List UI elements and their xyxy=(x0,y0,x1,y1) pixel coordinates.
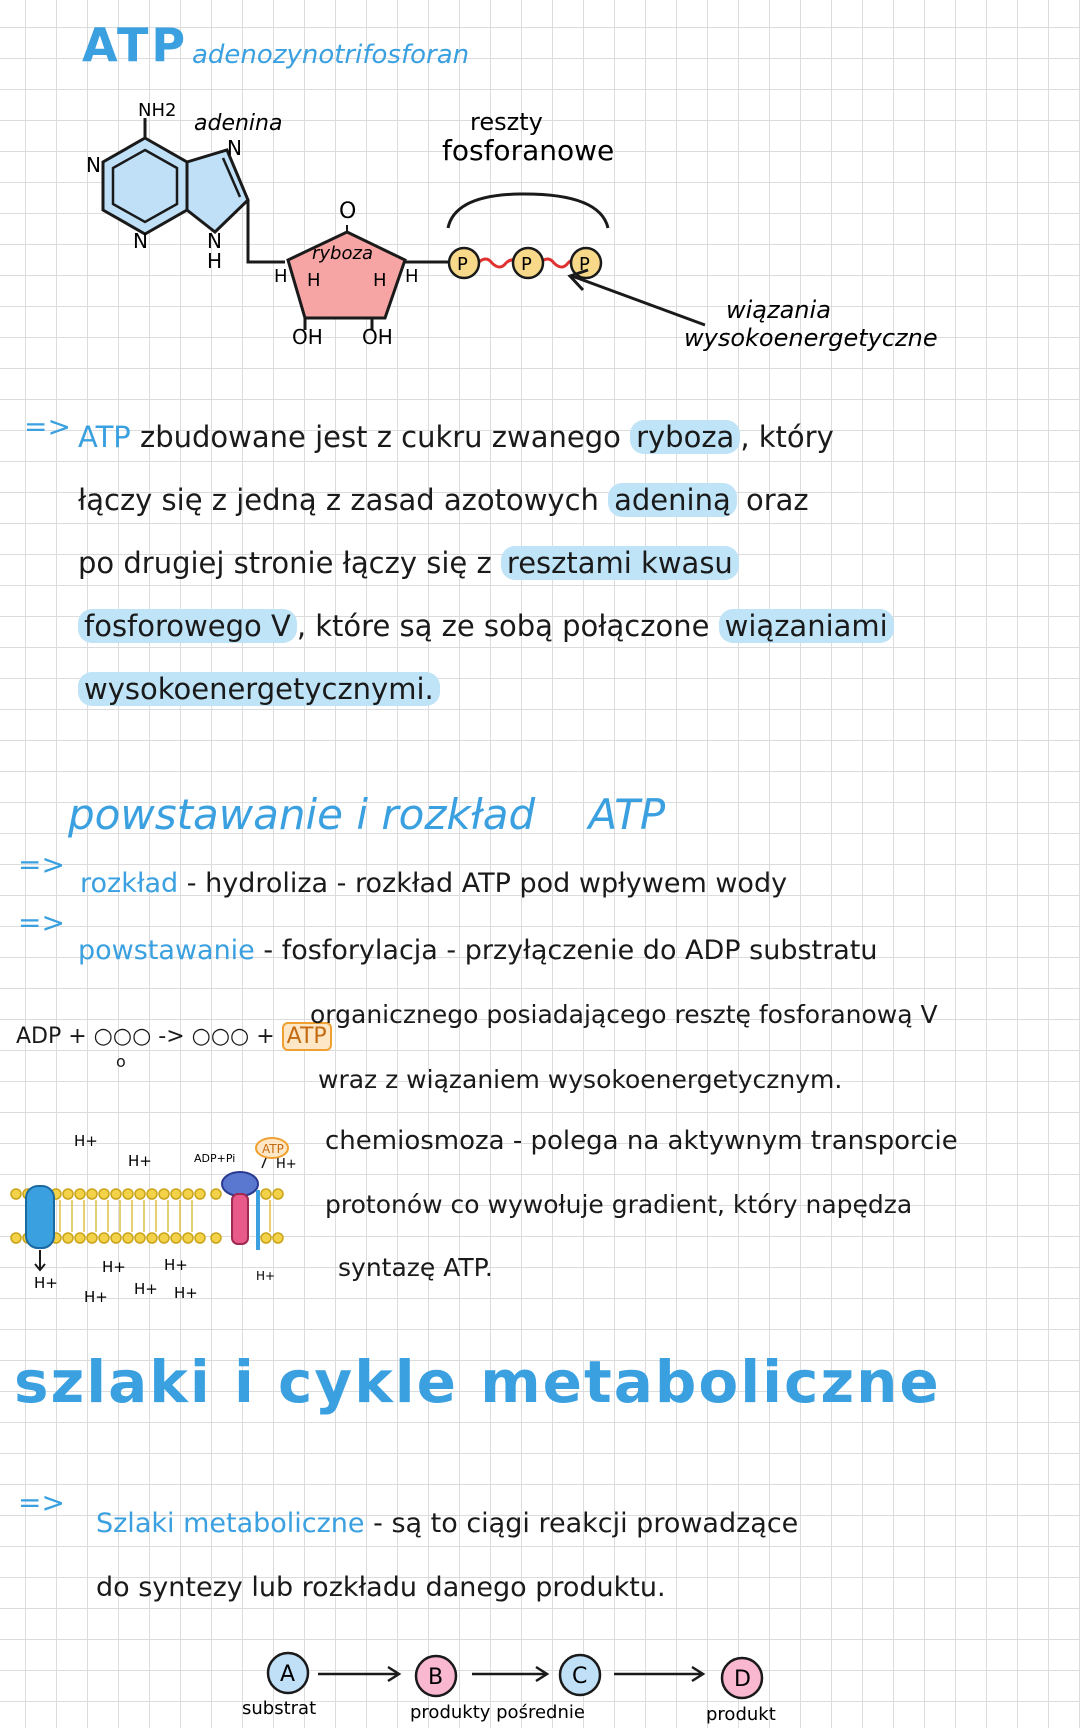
p1-l2-c: oraz xyxy=(745,483,809,517)
section3-title: szlaki i cykle metaboliczne xyxy=(14,1348,941,1416)
node-b-letter: B xyxy=(428,1665,444,1690)
oxygen-label: O xyxy=(339,199,357,224)
ribose-label: ryboza xyxy=(312,243,373,264)
n-left-label: N xyxy=(86,153,101,177)
atp-word: ATP xyxy=(78,420,131,454)
node-d-letter: D xyxy=(734,1667,751,1692)
section2-row2 xyxy=(78,935,877,966)
n-bottom2-label: N xyxy=(207,229,222,253)
h-plus-9: H+ xyxy=(174,1284,198,1302)
atp-bubble-label: ATP xyxy=(262,1142,284,1156)
equation-atp-badge: ATP xyxy=(282,1022,332,1051)
section2-row2-text: - fosforylacja - przyłączenie do ADP substratu xyxy=(263,935,878,966)
nh2-label: NH2 xyxy=(138,100,177,121)
high-energy-highlight: wysokoenergetycznymi. xyxy=(78,672,440,706)
h-inner-right-label: H xyxy=(373,270,387,291)
paragraph1-arrow: => xyxy=(24,410,71,443)
adenine-label: adenina xyxy=(194,111,283,136)
section2-row3: organicznego posiadającego resztę fosforanową V xyxy=(310,1000,938,1029)
chemiosmosis-line1-text: - polega na aktywnym transporcie xyxy=(512,1126,958,1156)
p1-l3-a: po drugiej stronie łączy się z xyxy=(78,546,492,580)
section2-title xyxy=(68,790,665,839)
p1-l1-b: zbudowane jest z cukru zwanego xyxy=(140,420,621,454)
decomposition-term: rozkład xyxy=(80,868,179,899)
h-plus-1: H+ xyxy=(74,1132,98,1150)
h-plus-6: H+ xyxy=(164,1256,188,1274)
atp-structure-diagram xyxy=(0,0,1080,370)
chemiosmosis-line2: protonów co wywołuje gradient, który napędza xyxy=(325,1190,913,1219)
ribose-highlight: ryboza xyxy=(630,420,740,454)
h-left-label: H xyxy=(274,266,288,287)
section3-line1-text: - są to ciągi reakcji prowadzące xyxy=(373,1508,799,1539)
section3-line2: do syntezy lub rozkładu danego produktu. xyxy=(96,1572,666,1603)
section2-arrow-2: => xyxy=(18,906,65,939)
node-a-label: substrat xyxy=(242,1698,317,1719)
paragraph1-line5 xyxy=(78,672,440,706)
chemiosmosis-diagram xyxy=(0,1120,300,1320)
chemiosmosis-line3: syntazę ATP. xyxy=(338,1253,493,1282)
metabolic-pathways-term: Szlaki metaboliczne xyxy=(96,1508,365,1539)
h-plus-10: H+ xyxy=(256,1269,276,1283)
paragraph1-line3 xyxy=(78,546,739,580)
phosphate-acid-highlight: resztami kwasu xyxy=(501,546,739,580)
section3-arrow: => xyxy=(18,1486,65,1519)
n-bottom-label: N xyxy=(133,229,148,253)
h-right-label: H xyxy=(405,266,419,287)
h-under-n-label: H xyxy=(207,249,223,273)
bonds-label-2: wysokoenergetyczne xyxy=(684,324,938,352)
section2-title-b: ATP xyxy=(588,790,666,839)
h-plus-5: H+ xyxy=(102,1258,126,1276)
atp-synthase-head xyxy=(222,1172,258,1196)
paragraph1-line2 xyxy=(78,483,809,517)
h-inner-left-label: H xyxy=(307,270,321,291)
atp-equation xyxy=(16,1022,332,1051)
phosphate-2-label: P xyxy=(521,254,532,275)
equation-o: o xyxy=(116,1052,126,1071)
node-b-label: produkty pośrednie xyxy=(410,1702,585,1723)
p1-l4-b: , które są ze sobą połączone xyxy=(296,609,710,643)
bonds-highlight: wiązaniami xyxy=(719,609,894,643)
adenine-hexagon xyxy=(103,138,187,234)
h-plus-2: H+ xyxy=(128,1152,152,1170)
phosphate-groups-label-2: fosforanowe xyxy=(442,134,615,167)
node-c-letter: C xyxy=(572,1664,588,1689)
oh-right-label: OH xyxy=(362,325,393,349)
oh-left-label: OH xyxy=(292,325,323,349)
section2-row1 xyxy=(80,868,787,899)
h-plus-8: H+ xyxy=(134,1280,158,1298)
p1-l1-d: , który xyxy=(740,420,834,454)
adenine-highlight: adeniną xyxy=(608,483,737,517)
section2-title-a: powstawanie i rozkład xyxy=(68,790,536,839)
bonds-label-1: wiązania xyxy=(726,296,831,324)
node-a-letter: A xyxy=(280,1662,296,1687)
section2-row1-text: - hydroliza - rozkład ATP pod wpływem wody xyxy=(186,868,788,899)
chemiosmosis-line1 xyxy=(325,1126,958,1156)
h-plus-4: H+ xyxy=(34,1274,58,1292)
atp-synthase-stalk xyxy=(232,1194,248,1244)
n-top-label: N xyxy=(227,136,242,160)
adenine-pentagon xyxy=(187,150,248,232)
phosphoric-highlight: fosforowego V xyxy=(78,609,297,643)
section3-line1 xyxy=(96,1508,798,1539)
phosphate-1-label: P xyxy=(457,254,468,275)
phosphate-3-label: P xyxy=(579,254,590,275)
section2-arrow-1: => xyxy=(18,848,65,881)
section2-row4: wraz z wiązaniem wysokoenergetycznym. xyxy=(318,1065,843,1094)
p1-l2-a: łączy się z jedną z zasad azotowych xyxy=(78,483,599,517)
atp-title: ATP xyxy=(82,18,189,72)
node-d-label: produkt xyxy=(706,1704,776,1725)
h-plus-3: H+ xyxy=(276,1157,297,1172)
proton-pump xyxy=(26,1186,54,1248)
formation-term: powstawanie xyxy=(78,935,255,966)
adp-pi-label: ADP+Pi xyxy=(194,1152,236,1165)
metabolic-pathway-diagram xyxy=(0,1640,1080,1728)
h-plus-7: H+ xyxy=(84,1288,108,1306)
phosphate-groups-label-1: reszty xyxy=(470,108,543,136)
paragraph1-line1 xyxy=(78,420,834,454)
atp-subtitle: adenozynotrifosforan xyxy=(192,40,470,70)
paragraph1-line4 xyxy=(78,609,894,643)
chemiosmosis-term: chemiosmoza xyxy=(325,1126,505,1156)
equation-text: ADP + ○○○ -> ○○○ + xyxy=(16,1024,275,1049)
